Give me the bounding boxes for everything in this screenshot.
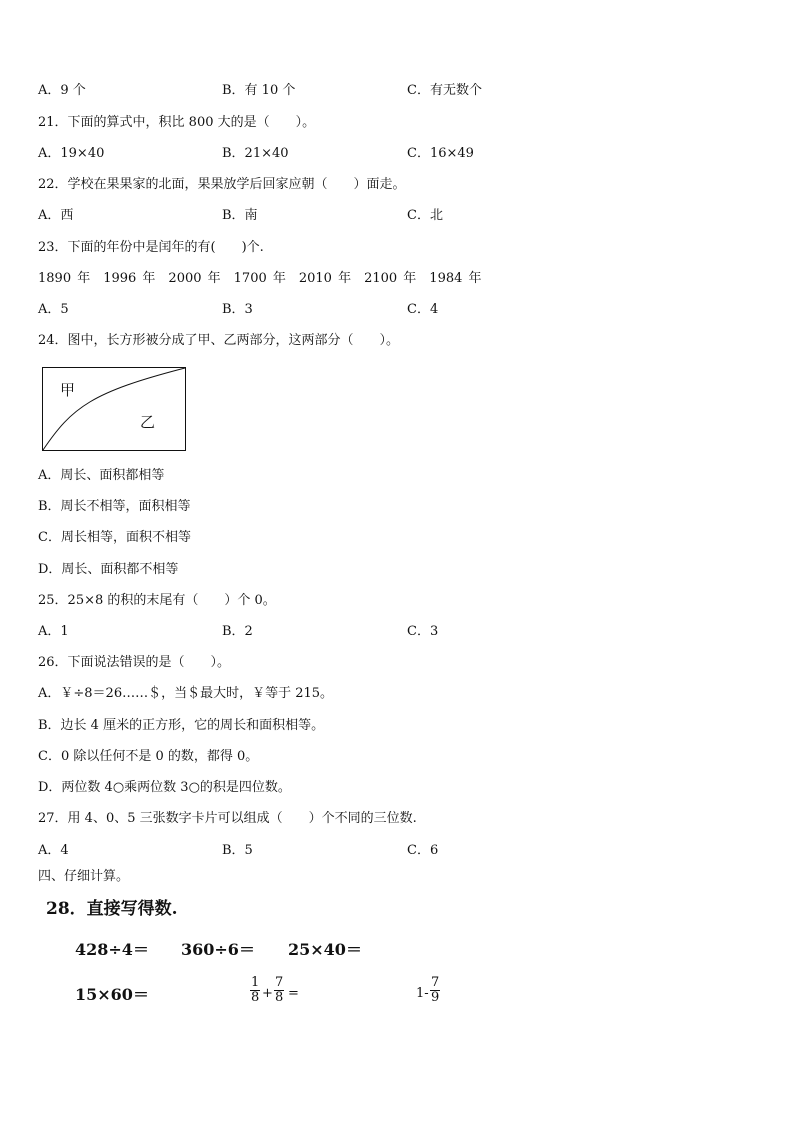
q23-question: 23．下面的年份中是闰年的有( )个. — [38, 240, 264, 255]
q24-option-d: D．周长、面积都不相等 — [38, 562, 179, 577]
q20-option-b: B．有 10 个 — [222, 83, 296, 98]
q24-option-c: C．周长相等，面积不相等 — [38, 530, 191, 545]
q23-option-a: A．5 — [38, 302, 69, 317]
fraction-denominator: 9 — [431, 990, 440, 1005]
q24-question: 24．图中，长方形被分成了甲、乙两部分，这两部分（ ）。 — [38, 333, 400, 348]
q26-question: 26．下面说法错误的是（ ）。 — [38, 655, 231, 670]
plus-sign: + — [262, 986, 273, 1001]
q25-option-b: B．2 — [222, 624, 253, 639]
q27-question: 27．用 4、0、5 三张数字卡片可以组成（ ）个不同的三位数. — [38, 811, 417, 826]
q27-option-c: C．6 — [407, 843, 439, 858]
q21-question: 21．下面的算式中，积比 800 大的是（ ）。 — [38, 115, 316, 130]
q24-option-a: A．周长、面积都相等 — [38, 468, 165, 483]
q28-calc-1: 428÷4＝ — [75, 940, 149, 959]
q23-years: 1890 年 1996 年 2000 年 1700 年 2010 年 2100 年 1984 年 — [38, 271, 482, 286]
q21-option-b: B．21×40 — [222, 146, 289, 161]
q22-option-b: B．南 — [222, 208, 258, 223]
q22-option-a: A．西 — [38, 208, 74, 223]
q24-label-jia: 甲 — [60, 381, 76, 399]
q26-option-a: A．￥÷8＝26……＄，当＄最大时，￥等于 215。 — [38, 686, 334, 701]
q26-option-d: D．两位数 4○乘两位数 3○的积是四位数。 — [38, 780, 291, 795]
q20-option-a: A．9 个 — [38, 83, 86, 98]
q28-calc-4: 15×60＝ — [75, 985, 149, 1004]
q23-option-b: B．3 — [222, 302, 253, 317]
q21-option-a: A．19×40 — [38, 146, 105, 161]
q24-rectangle-figure — [42, 367, 186, 451]
fraction-numerator: 7 — [431, 975, 440, 990]
q28-fraction-one-eighth — [250, 976, 260, 1005]
q25-option-c: C．3 — [407, 624, 439, 639]
section-heading: 四、仔细计算。 — [38, 869, 130, 884]
fraction-denominator: 8 — [251, 990, 260, 1005]
q28-title: 28．直接写得数. — [46, 899, 178, 919]
q28-calc-2: 360÷6＝ — [181, 940, 255, 959]
q26-option-b: B．边长 4 厘米的正方形，它的周长和面积相等。 — [38, 718, 325, 733]
fraction-denominator: 8 — [275, 990, 284, 1005]
q27-option-b: B．5 — [222, 843, 253, 858]
q28-minus-prefix: 1- — [416, 986, 429, 1001]
q25-option-a: A．1 — [38, 624, 69, 639]
fraction-numerator: 1 — [251, 975, 260, 990]
q24-option-b: B．周长不相等，面积相等 — [38, 499, 191, 514]
q21-option-c: C．16×49 — [407, 146, 474, 161]
q28-fraction-seven-ninths — [430, 976, 440, 1005]
fraction-numerator: 7 — [275, 975, 284, 990]
q22-question: 22．学校在果果家的北面，果果放学后回家应朝（ ）面走。 — [38, 177, 406, 192]
q28-fraction-seven-eighths — [274, 976, 284, 1005]
q22-option-c: C．北 — [407, 208, 443, 223]
q27-option-a: A．4 — [38, 843, 69, 858]
q23-option-c: C．4 — [407, 302, 439, 317]
equals-sign: = — [288, 986, 299, 1001]
q28-calc-3: 25×40＝ — [288, 940, 362, 959]
q26-option-c: C．0 除以任何不是 0 的数，都得 0。 — [38, 749, 259, 764]
q20-option-c: C．有无数个 — [407, 83, 482, 98]
q24-label-yi: 乙 — [140, 413, 156, 431]
q25-question: 25．25×8 的积的末尾有（ ）个 0。 — [38, 593, 276, 608]
